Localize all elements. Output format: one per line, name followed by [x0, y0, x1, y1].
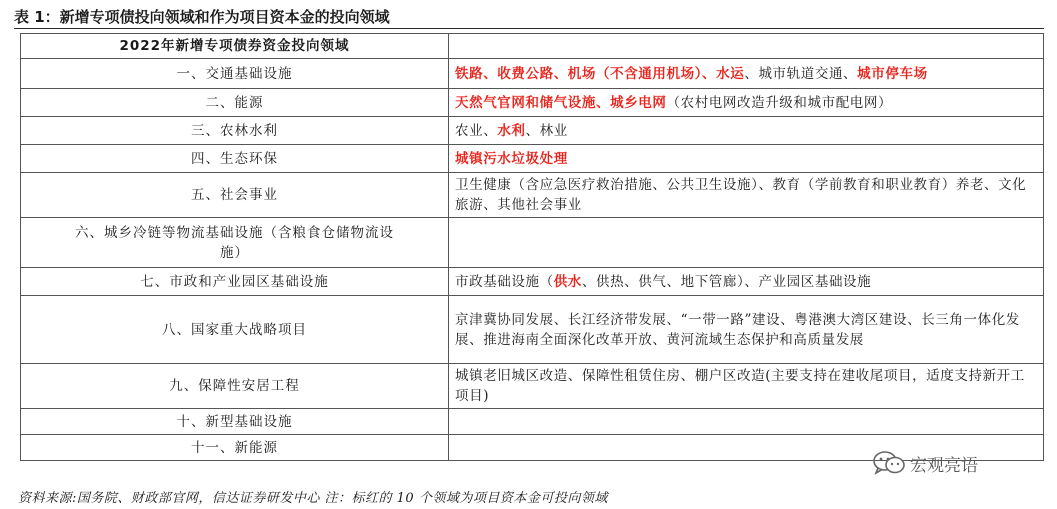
row-content — [449, 59, 1044, 89]
row-label: 二、能源 — [21, 89, 449, 117]
row-label: 十、新型基础设施 — [21, 409, 449, 435]
row-content — [449, 145, 1044, 173]
plain-text: 农业、 — [455, 122, 498, 139]
table-row — [21, 296, 1044, 364]
row-label: 五、社会事业 — [21, 173, 449, 218]
plain-text: 市政基础设施（ — [455, 273, 554, 290]
plain-text: 城镇老旧城区改造、保障性租赁住房、棚户区改造(主要支持在建收尾项目，适度支持新开工项目) — [455, 368, 1025, 404]
row-content — [449, 409, 1044, 435]
row-label: 三、农林水利 — [21, 117, 449, 145]
highlighted-text: 铁路、收费公路、机场（不含通用机场）、水运 — [455, 65, 745, 82]
table-row — [21, 268, 1044, 296]
table-caption: 表 1：新增专项债投向领域和作为项目资本金的投向领域 — [14, 8, 390, 26]
row-label: 八、国家重大战略项目 — [21, 296, 449, 364]
row-label: 四、生态环保 — [21, 145, 449, 173]
row-content — [449, 117, 1044, 145]
row-content — [449, 296, 1044, 364]
row-label: 一、交通基础设施 — [21, 59, 449, 89]
table-row — [21, 145, 1044, 173]
row-label: 九、保障性安居工程 — [21, 364, 449, 409]
highlighted-text: 水利 — [497, 122, 526, 139]
row-content — [449, 218, 1044, 268]
wechat-icon — [872, 450, 906, 476]
plain-text: （农村电网改造升级和城市配电网） — [666, 94, 893, 111]
plain-text: 、城市轨道交通、 — [744, 65, 858, 82]
investment-areas-table — [20, 33, 1044, 461]
wechat-watermark — [872, 450, 978, 476]
plain-text: 、供热、供气、地下管廊）、产业园区基础设施 — [581, 273, 872, 290]
row-label: 六、城乡冷链等物流基础设施（含粮食仓储物流设施） — [21, 218, 449, 268]
highlighted-text: 城市停车场 — [857, 65, 928, 82]
row-content — [449, 364, 1044, 409]
table-header-empty-cell — [449, 34, 1044, 59]
plain-text: 、林业 — [525, 122, 568, 139]
row-label: 七、市政和产业园区基础设施 — [21, 268, 449, 296]
table-header-cell: 2022年新增专项债券资金投向领域 — [21, 34, 449, 59]
highlighted-text: 天然气官网和储气设施、城乡电网 — [455, 94, 667, 111]
caption-divider — [14, 28, 1044, 29]
table-row — [21, 89, 1044, 117]
row-label: 十一、新能源 — [21, 435, 449, 461]
table-header-row — [21, 34, 1044, 59]
highlighted-text: 城镇污水垃圾处理 — [455, 150, 568, 167]
source-note: 资料来源:国务院、财政部官网，信达证券研发中心 注：标红的 10 个领域为项目资本金可投向领域 — [18, 491, 608, 506]
plain-text: 卫生健康（含应急医疗救治措施、公共卫生设施）、教育（学前教育和职业教育）养老、文化旅游、其他社会事业 — [455, 177, 1027, 213]
table-row — [21, 173, 1044, 218]
row-content — [449, 89, 1044, 117]
table-row — [21, 59, 1044, 89]
table-row — [21, 364, 1044, 409]
row-content — [449, 173, 1044, 218]
highlighted-text: 供水 — [553, 273, 582, 290]
table-row — [21, 117, 1044, 145]
watermark-text: 宏观亮语 — [910, 455, 978, 476]
plain-text: 京津冀协同发展、长江经济带发展、“一带一路”建设、粤港澳大湾区建设、长三角一体化发展、推进海南全面深化改革开放、黄河流域生态保护和高质量发展 — [455, 311, 1020, 348]
table-row — [21, 218, 1044, 268]
row-content — [449, 268, 1044, 296]
table-row — [21, 409, 1044, 435]
